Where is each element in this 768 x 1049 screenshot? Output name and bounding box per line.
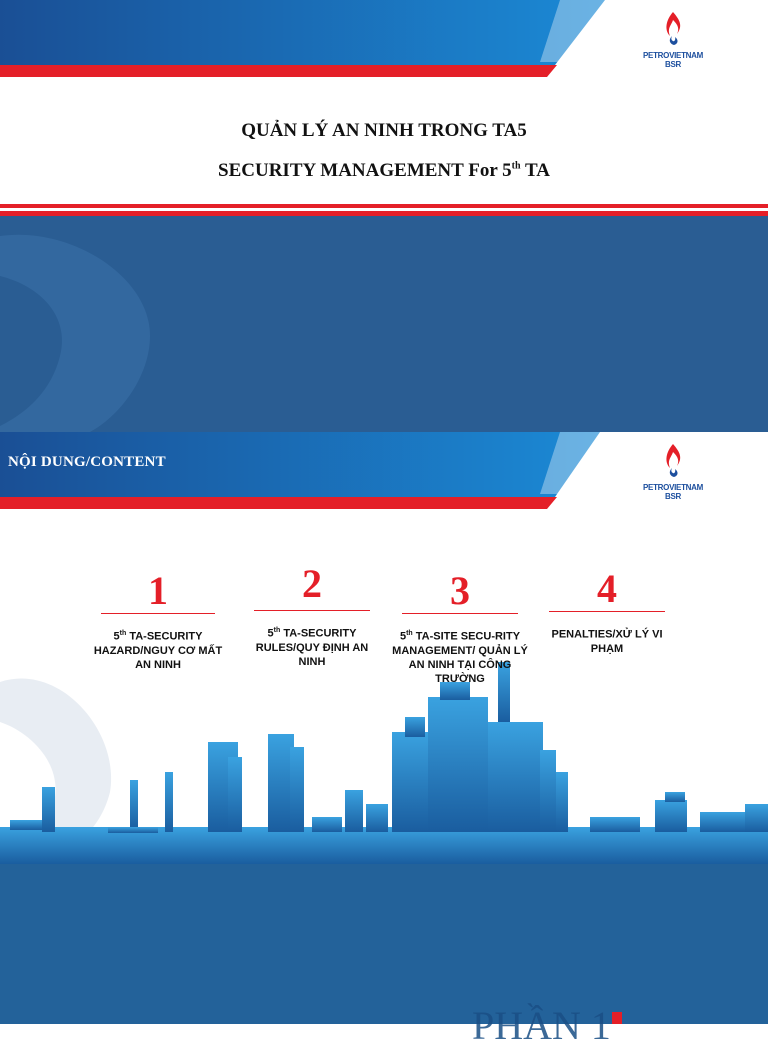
- logo-name-line1: PETROVIETNAM: [643, 51, 703, 60]
- item-text-body: TA-SECURITY RULES/QUY ĐỊNH AN NINH: [255, 627, 369, 668]
- item-number: 2: [302, 561, 322, 606]
- content-item-3: [390, 569, 530, 686]
- logo-name-line1: PETROVIETNAM: [643, 483, 703, 492]
- part-slide: [0, 864, 768, 1048]
- content-item-1: [88, 569, 228, 672]
- item-text-prefix: 5: [113, 630, 120, 643]
- item-text-sup: th: [406, 630, 413, 637]
- section-title: NỘI DUNG/CONTENT: [8, 454, 166, 470]
- item-text: [537, 625, 677, 656]
- item-text-prefix: 5: [267, 627, 274, 640]
- item-text-sup: th: [273, 627, 281, 634]
- item-underline: [402, 613, 518, 614]
- title-slide: [0, 0, 768, 216]
- content-item-4: [537, 567, 677, 656]
- part-label: PHẦN 1: [472, 1003, 611, 1048]
- item-text: [242, 624, 382, 669]
- item-underline: [549, 611, 665, 612]
- blue-divider-slide: [0, 216, 768, 432]
- slide-title-en-sup: th: [511, 160, 521, 172]
- item-number: 1: [148, 568, 168, 613]
- item-text-prefix: 5: [399, 630, 407, 643]
- item-number: 3: [450, 568, 470, 613]
- content-slide: [0, 432, 768, 864]
- background-swirl: [0, 216, 768, 432]
- slide-title-en-suffix: TA: [520, 160, 550, 181]
- logo-name-line2: BSR: [665, 60, 681, 69]
- petrovietnam-logo: [638, 442, 708, 501]
- refinery-skyline: [0, 662, 768, 864]
- logo-name-line2: BSR: [665, 492, 681, 501]
- part-background: [0, 864, 768, 1024]
- item-text: [390, 627, 530, 686]
- item-underline: [101, 613, 215, 614]
- slide-title-en: [0, 160, 768, 182]
- slide-title-en-prefix: SECURITY MANAGEMENT For 5: [218, 160, 512, 181]
- flame-icon: [658, 442, 688, 478]
- flame-icon: [658, 10, 688, 46]
- item-text: [88, 627, 228, 672]
- item-text-body: PENALTIES/XỬ LÝ VI PHẠM: [551, 628, 663, 655]
- item-text-body: TA-SECURITY HAZARD/NGUY CƠ MẤT AN NINH: [93, 630, 223, 671]
- item-number: 4: [597, 566, 617, 611]
- content-item-2: [242, 562, 382, 669]
- item-underline: [254, 610, 370, 611]
- slide-title-vi: QUẢN LÝ AN NINH TRONG TA5: [241, 120, 527, 141]
- item-text-body: TA-SITE SECU-RITY MANAGEMENT/ QUẢN LÝ AN NINH TẠI CÔNG TRƯỜNG: [392, 630, 528, 685]
- item-text-sup: th: [119, 630, 127, 637]
- petrovietnam-logo: [638, 10, 708, 69]
